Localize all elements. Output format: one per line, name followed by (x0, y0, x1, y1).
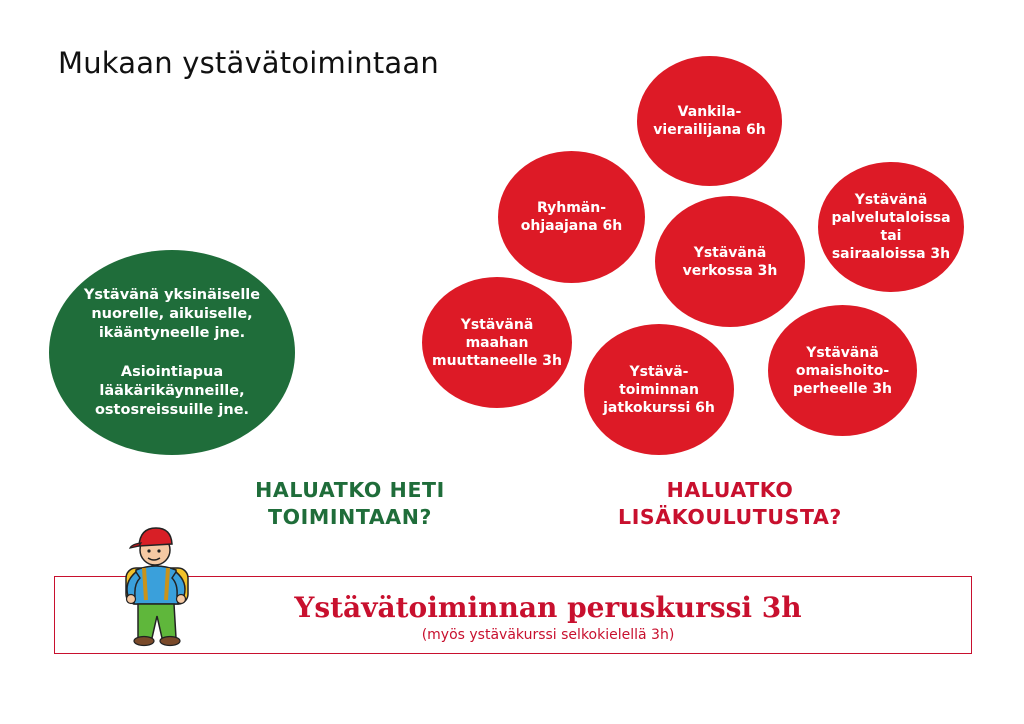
bubble-line: lääkärikäynneille, (99, 382, 245, 399)
red-bubble-caregiver-family (768, 305, 917, 436)
bubble-line: palvelutaloissa (831, 210, 951, 226)
hiker-illustration (108, 520, 204, 650)
bubble-line: toiminnan (619, 381, 699, 398)
bubble-line: ostosreissuille jne. (94, 401, 250, 418)
bubble-line: jatkokurssi 6h (603, 399, 715, 416)
red-bubble-prison-visitor (637, 56, 782, 186)
question-line: TOIMINTAAN? (268, 505, 432, 529)
bubble-line: maahan (465, 334, 529, 351)
red-bubble-care-homes (818, 162, 964, 292)
bubble-line: muuttaneelle 3h (432, 352, 562, 369)
question-start-now (220, 477, 480, 531)
course-subtitle: (myös ystäväkurssi selkokielellä 3h) (421, 627, 675, 643)
bubble-line: nuorelle, aikuiselle, (91, 305, 253, 322)
bubble-line: Ryhmän- (536, 200, 607, 216)
question-line: HALUATKO (666, 478, 794, 502)
page-title: Mukaan ystävätoimintaan (58, 46, 439, 80)
bubble-line: omaishoito- (795, 362, 890, 379)
question-line: HALUATKO HETI (255, 478, 445, 502)
bubble-line: ohjaajana 6h (520, 218, 623, 234)
bubble-line: perheelle 3h (792, 380, 893, 397)
bubble-line: Ystävänä (460, 316, 534, 333)
red-bubble-immigrant-friend (422, 277, 572, 408)
bubble-line: tai (880, 228, 902, 244)
bubble-line: sairaaloissa 3h (831, 246, 951, 262)
bubble-line: Ystävä- (629, 363, 689, 380)
bubble-line: vierailijana 6h (653, 122, 766, 138)
bubble-line: verkossa 3h (682, 262, 778, 279)
bubble-line: Ystävänä (693, 244, 767, 261)
bubble-line: Ystävänä (806, 344, 879, 361)
red-bubble-online-friend (655, 196, 805, 327)
red-bubble-advanced-course (584, 324, 734, 455)
question-line: LISÄKOULUTUSTA? (618, 505, 842, 529)
bubble-line: Ystävänä (854, 192, 928, 208)
question-more-training (590, 477, 870, 531)
red-bubble-group-leader (498, 151, 645, 283)
course-title: Ystävätoiminnan peruskurssi 3h (294, 591, 802, 624)
bubble-line: Vankila- (677, 104, 742, 120)
bubble-line: Asiointiapua (120, 363, 224, 380)
green-bubble-friend-activity (49, 250, 295, 455)
bubble-line: Ystävänä yksinäiselle (83, 286, 261, 303)
bubble-line: ikääntyneelle jne. (98, 324, 246, 341)
